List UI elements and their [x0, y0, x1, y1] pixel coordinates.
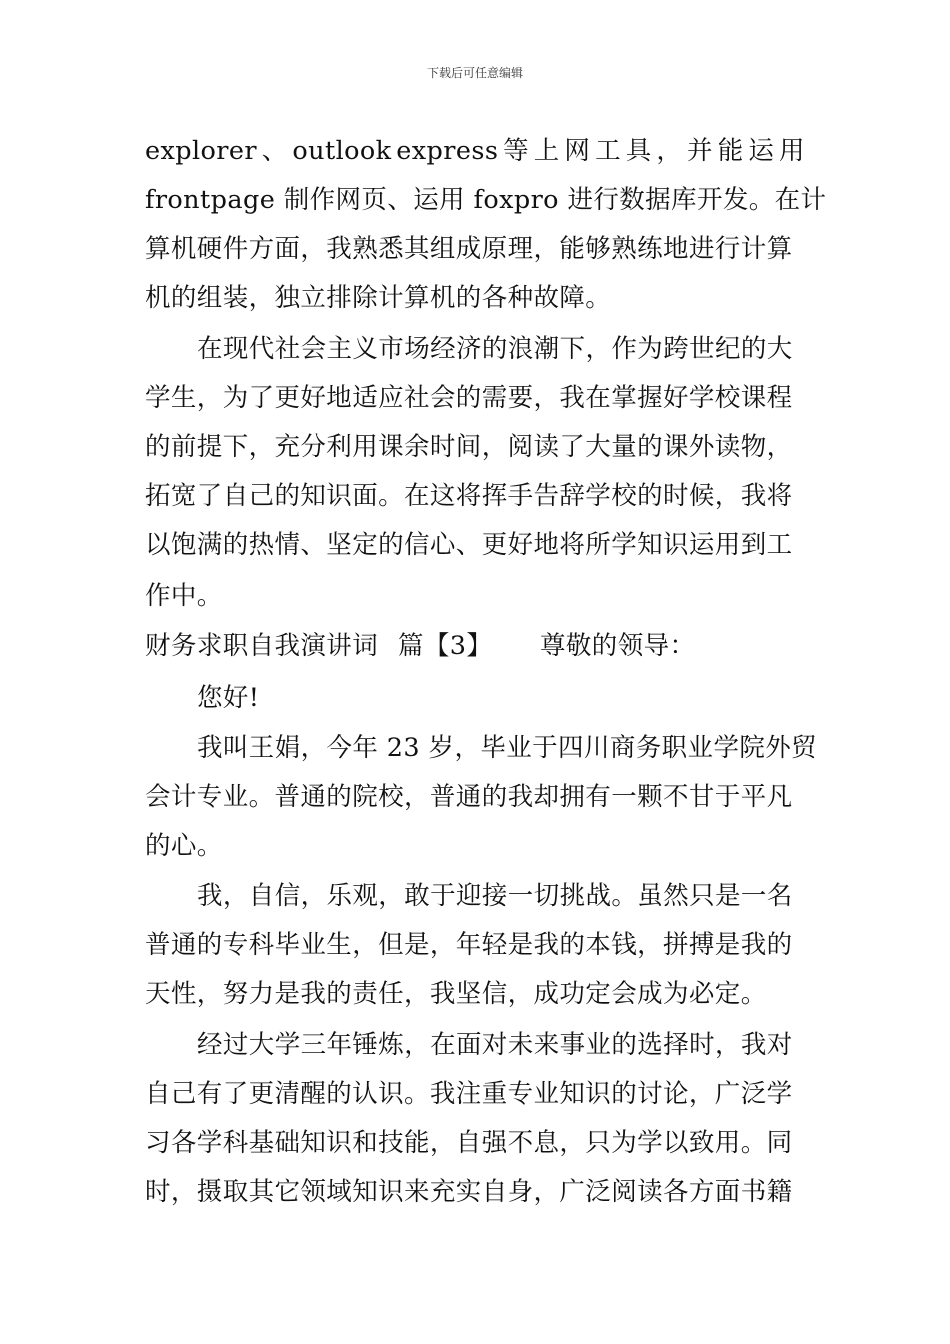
page-header-note: 下载后可任意编辑 [426, 66, 523, 80]
word: 用 [779, 136, 805, 166]
paragraph-first-line: 在现代社会主义市场经济的浪潮下，作为跨世纪的大 [197, 334, 793, 364]
text-line-6: 学生，为了更好地适应社会的需要，我在掌握好学校课程 [145, 383, 793, 413]
word: 网 [564, 136, 591, 166]
text-line-4: 机的组装，独立排除计算机的各种故障。 [145, 283, 612, 313]
word: 工 [595, 136, 621, 166]
paragraph-first-line: 我，自信，乐观，敢于迎接一切挑战。虽然只是一名 [197, 881, 793, 911]
greeting-line: 您好! [197, 683, 260, 713]
word: express [396, 136, 499, 166]
text-line-20: 自己有了更清醒的认识。我注重专业知识的讨论，广泛学 [145, 1079, 793, 1109]
word: 运 [748, 136, 775, 166]
text-line-17: 普通的专科毕业生，但是，年轻是我的本钱，拼搏是我的 [145, 930, 793, 960]
text-line-14: 会计专业。普通的院校，普通的我却拥有一颗不甘于平凡 [145, 782, 793, 812]
text-line-8: 拓宽了自己的知识面。在这将挥手告辞学校的时候，我将 [145, 481, 793, 511]
word: 并 [687, 136, 713, 166]
text-line-7: 的前提下，充分利用课余时间，阅读了大量的课外读物， [145, 432, 793, 462]
text-line-9: 以饱满的热情、坚定的信心、更好地将所学知识运用到工 [145, 530, 793, 560]
text-line-2: frontpage 制作网页、运用 foxpro 进行数据库开发。在计 [145, 185, 827, 215]
section-number: 篇【3】 [398, 631, 493, 661]
word: 、 [261, 136, 288, 166]
word: 具 [625, 136, 652, 166]
word: 上 [533, 136, 560, 166]
text-line-1 [145, 136, 805, 166]
word: 能 [717, 136, 744, 166]
word: explorer [145, 136, 257, 166]
paragraph-first-line: 经过大学三年锤炼，在面对未来事业的选择时，我对 [197, 1030, 793, 1060]
text-line-10: 作中。 [145, 581, 223, 611]
text-line-15: 的心。 [145, 831, 223, 861]
word: 等 [503, 136, 529, 166]
text-line-18: 天性，努力是我的责任，我坚信，成功定会成为必定。 [145, 979, 767, 1009]
text-line-22: 时，摄取其它领域知识来充实自身，广泛阅读各方面书籍 [145, 1177, 793, 1207]
text-line-21: 习各学科基础知识和技能，自强不息，只为学以致用。同 [145, 1128, 793, 1158]
text-line-3: 算机硬件方面，我熟悉其组成原理，能够熟练地进行计算 [145, 234, 793, 264]
word: ， [656, 136, 683, 166]
section-heading: 财务求职自我演讲词 [145, 631, 379, 661]
word: outlook [292, 136, 392, 166]
salutation: 尊敬的领导： [540, 631, 696, 661]
paragraph-first-line: 我叫王娟，今年 23 岁，毕业于四川商务职业学院外贸 [197, 733, 818, 763]
